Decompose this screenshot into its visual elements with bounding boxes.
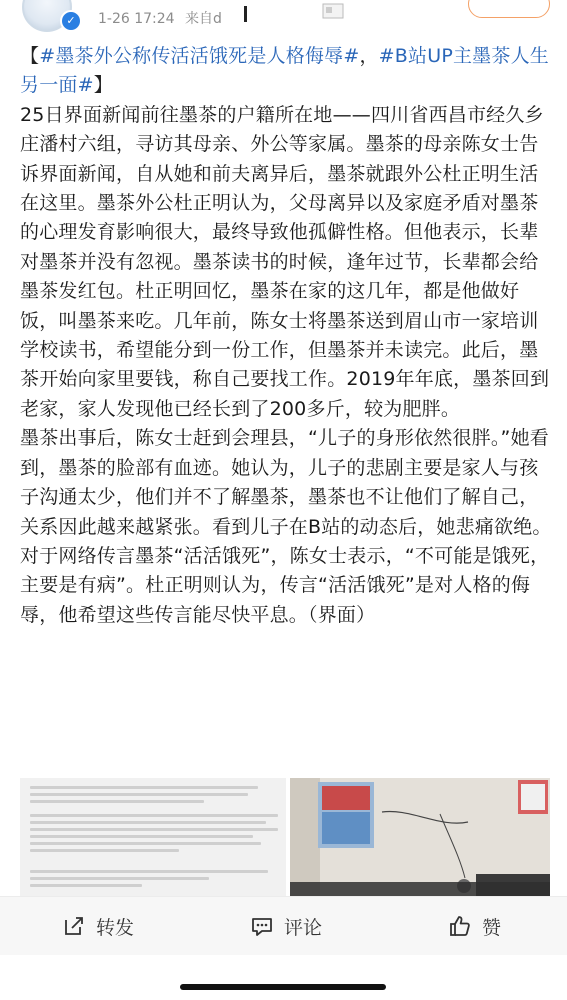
thumbs-up-icon — [448, 914, 472, 938]
thumbnail-icon — [322, 3, 344, 19]
article-screenshot-image[interactable] — [20, 778, 286, 896]
share-arrow-icon — [62, 914, 86, 938]
repost-button[interactable] — [62, 897, 134, 955]
action-bar — [0, 896, 567, 955]
room-photo-drawing — [290, 778, 550, 896]
topic-link-2[interactable]: #B站UP主墨茶人生另一面# — [20, 45, 549, 97]
comment-button[interactable] — [250, 897, 322, 955]
speech-bubble-icon — [250, 914, 274, 938]
repost-label: 转发 — [96, 916, 135, 939]
post-header — [0, 0, 567, 40]
topic-link-1[interactable]: #墨茶外公称传活活饿死是人格侮辱# — [39, 45, 360, 67]
text-cursor — [244, 6, 247, 22]
post-source: 来自d — [185, 11, 222, 27]
post-images — [20, 778, 550, 896]
follow-button[interactable] — [468, 0, 550, 18]
home-indicator[interactable] — [180, 984, 386, 990]
verified-icon: ✓ — [60, 10, 82, 32]
post-title: 【#墨茶外公称传活活饿死是人格侮辱#，#B站UP主墨茶人生另一面#】 — [20, 45, 549, 97]
like-button[interactable] — [448, 897, 501, 955]
room-photo-image[interactable] — [290, 778, 550, 896]
post-timestamp: 1-26 17:24 — [98, 11, 175, 27]
post-paragraph-2: 墨茶出事后，陈女士赶到会理县，“儿子的身形依然很胖。”她看到，墨茶的脸部有血迹。她认为，儿子的悲剧主要是家人与孩子沟通太少，他们并不了解墨茶，墨茶也不让他们了解自己，关系因此越来越紧张。看到儿子在B站的动态后，她悲痛欲绝。对于网络传言墨茶“活活饿死”，陈女士表示，“不可能是饿死，主要是有病”。杜正明则认为，传言“活活饿死”是对人格的侮辱，他希望这些传言能尽快平息。（界面） — [20, 427, 552, 626]
post-body — [20, 42, 552, 630]
comment-label: 评论 — [284, 916, 323, 939]
post-paragraph-1: 25日界面新闻前往墨茶的户籍所在地——四川省西昌市经久乡庄潘村六组，寻访其母亲、外公等家属。墨茶的母亲陈女士告诉界面新闻，自从她和前夫离异后，墨茶就跟外公杜正明生活在这里。墨茶外公杜正明认为，父母离异以及家庭矛盾对墨茶的心理发育影响很大，最终导致他孤僻性格。但他表示，长辈对墨茶并没有忽视。墨茶读书的时候，逢年过节，长辈都会给墨茶发红包。杜正明回忆，墨茶在家的这几年，都是他做好饭，叫墨茶来吃。几年前，陈女士将墨茶送到眉山市一家培训学校读书，希望能分到一份工作，但墨茶并未读完。此后，墨茶开始向家里要钱，称自己要找工作。2019年年底，墨茶回到老家，家人发现他已经长到了200多斤，较为肥胖。 — [20, 103, 550, 420]
like-label: 赞 — [482, 916, 502, 939]
post-meta — [98, 8, 222, 28]
